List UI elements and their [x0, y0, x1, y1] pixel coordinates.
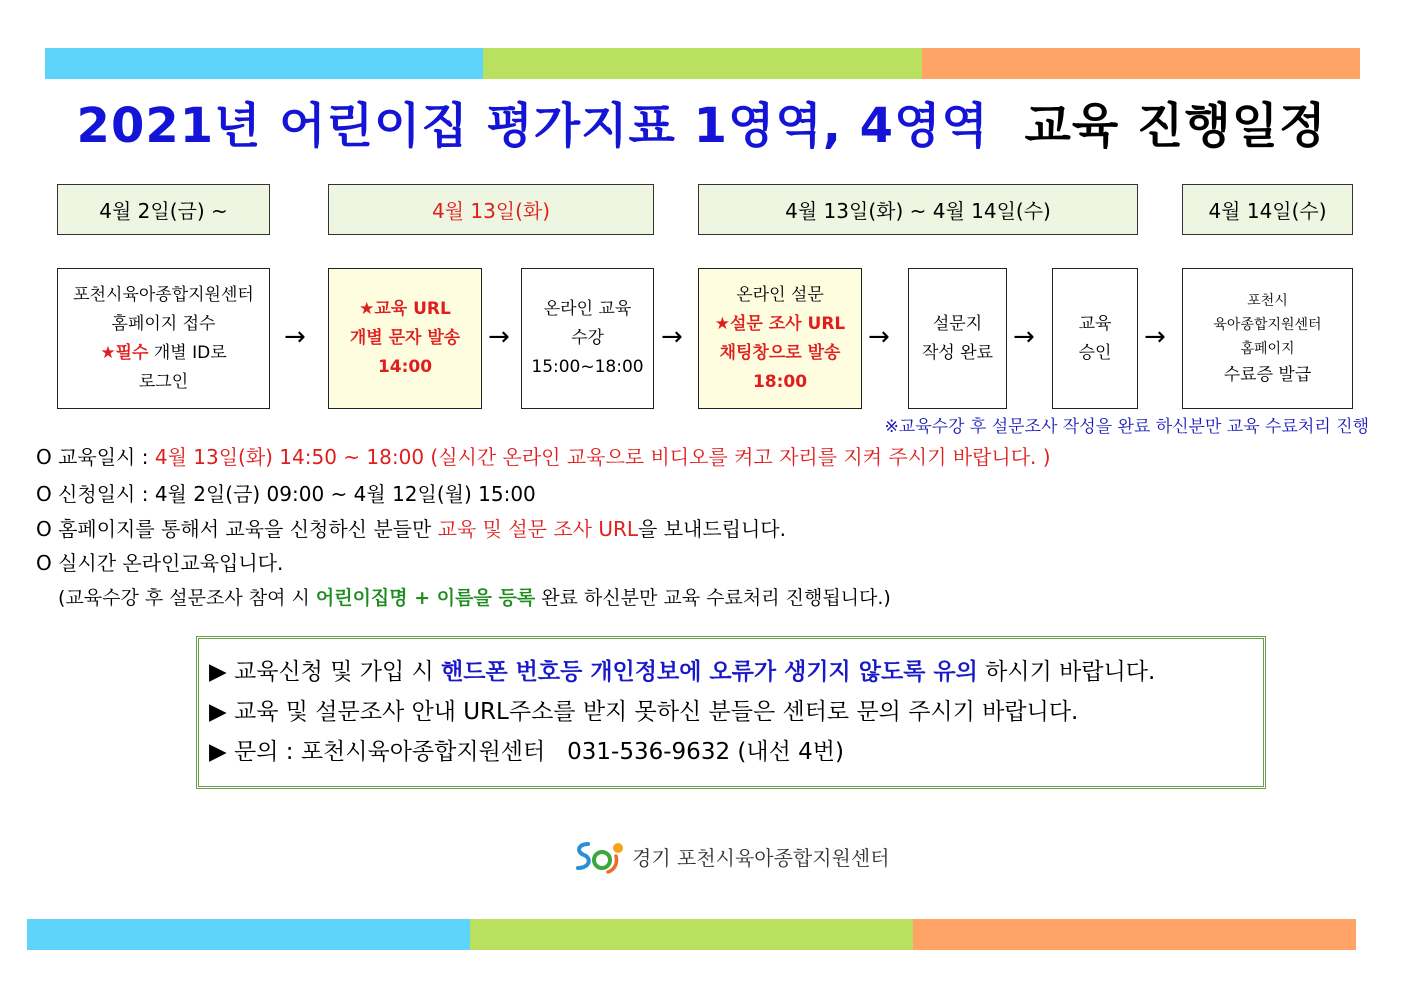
step-survey-complete: 설문지 작성 완료	[908, 268, 1007, 409]
title-main: 2021년 어린이집 평가지표 1영역, 4영역	[76, 98, 989, 154]
stripe-green	[470, 919, 913, 950]
arrow-icon: →	[284, 322, 306, 352]
title-sub: 교육 진행일정	[1024, 98, 1327, 154]
date-box-2: 4월 13일(화)	[328, 184, 654, 235]
step-online-class: 온라인 교육 수강 15:00~18:00	[521, 268, 654, 409]
step-approval: 교육 승인	[1052, 268, 1138, 409]
arrow-icon: →	[868, 322, 890, 352]
arrow-icon: →	[1144, 322, 1166, 352]
notice-line-2: ▶ 교육 및 설문조사 안내 URL주소를 받지 못하신 분들은 센터로 문의 주시기 바랍니다.	[209, 699, 1079, 725]
info-url-delivery: O 홈페이지를 통해서 교육을 신청하신 분들만 교육 및 설문 조사 URL을 보내드립니다.	[36, 517, 786, 541]
notice-box	[196, 636, 1266, 789]
completion-note: ※교육수강 후 설문조사 작성을 완료 하신분만 교육 수료처리 진행	[884, 417, 1369, 437]
arrow-icon: →	[488, 322, 510, 352]
arrow-icon: →	[1013, 322, 1035, 352]
info-edu-datetime: O 교육일시 : 4월 13일(화) 14:50 ~ 18:00 (실시간 온라인 교육으로 비디오를 켜고 자리를 지켜 주시기 바랍니다. )	[36, 445, 1051, 469]
notice-line-1: ▶ 교육신청 및 가입 시 핸드폰 번호등 개인정보에 오류가 생기지 않도록 유의 하시기 바랍니다.	[209, 659, 1156, 685]
bottom-color-stripe	[27, 919, 1356, 950]
bullet-icon: ▶	[209, 739, 227, 765]
info-realtime: O 실시간 온라인교육입니다.	[36, 551, 284, 575]
date-box-4: 4월 14일(수)	[1182, 184, 1353, 235]
step-homepage-register: 포천시육아종합지원센터 홈페이지 접수 ★필수 개별 ID로 로그인	[57, 268, 270, 409]
page-title	[0, 96, 1403, 156]
logo-text: 경기 포천시육아종합지원센터	[632, 845, 890, 870]
top-color-stripe	[45, 48, 1360, 79]
stripe-blue	[27, 919, 470, 950]
center-logo-icon	[574, 838, 630, 874]
center-logo	[574, 838, 890, 874]
info-apply-datetime: O 신청일시 : 4월 2일(금) 09:00 ~ 4월 12일(월) 15:00	[36, 482, 536, 506]
bullet-icon: ▶	[209, 659, 227, 685]
stripe-green	[483, 48, 921, 79]
step-certificate: 포천시 육아종합지원센터 홈페이지 수료증 발급	[1182, 268, 1353, 409]
info-completion-condition: (교육수강 후 설문조사 참여 시 어린이집명 + 이름을 등록 완료 하신분만 교육 수료처리 진행됩니다.)	[58, 587, 891, 609]
step-send-url-sms: ★교육 URL 개별 문자 발송 14:00	[328, 268, 482, 409]
date-box-1: 4월 2일(금) ~	[57, 184, 270, 235]
step-online-survey: 온라인 설문 ★설문 조사 URL 채팅창으로 발송 18:00	[698, 268, 862, 409]
arrow-icon: →	[661, 322, 683, 352]
stripe-blue	[45, 48, 483, 79]
notice-line-3: ▶ 문의 : 포천시육아종합지원센터 031-536-9632 (내선 4번)	[209, 739, 844, 765]
date-box-3: 4월 13일(화) ~ 4월 14일(수)	[698, 184, 1138, 235]
stripe-orange	[922, 48, 1360, 79]
bullet-icon: ▶	[209, 699, 227, 725]
stripe-orange	[913, 919, 1356, 950]
